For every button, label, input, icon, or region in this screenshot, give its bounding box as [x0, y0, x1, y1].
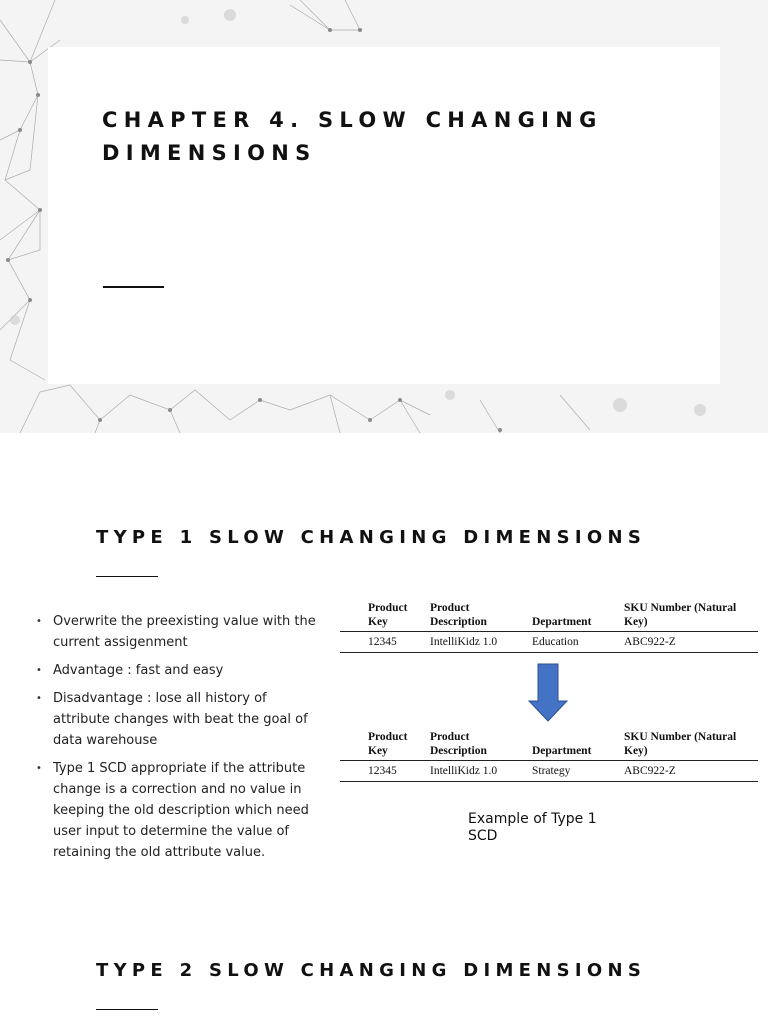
header-product-key: Product Key: [368, 731, 408, 757]
down-arrow-shape: [529, 664, 567, 721]
cell-department: Education: [532, 636, 579, 648]
down-arrow-icon: [527, 663, 569, 723]
cell-product-description: IntelliKidz 1.0: [430, 765, 498, 777]
cell-sku-number: ABC922-Z: [624, 765, 676, 777]
header-sku-number: SKU Number (Natural Key): [624, 602, 737, 628]
figure-caption: Example of Type 1 SCD: [468, 811, 597, 844]
bullet-item: • Disadvantage : lose all history of attribute changes with beat the goal of data warehouse: [36, 688, 326, 751]
cell-sku-number: ABC922-Z: [624, 636, 676, 648]
type2-title-underline: [96, 1009, 158, 1010]
cell-product-key: 12345: [368, 765, 397, 777]
cell-product-key: 12345: [368, 636, 397, 648]
title-underline: [103, 286, 164, 288]
table-after-change: [340, 730, 758, 782]
header-department: Department: [532, 616, 592, 628]
header-product-description: Product Description: [430, 602, 487, 628]
cell-product-description: IntelliKidz 1.0: [430, 636, 498, 648]
type2-slide-title: TYPE 2 SLOW CHANGING DIMENSIONS: [96, 960, 647, 981]
table-row: [340, 761, 758, 782]
cell-department: Strategy: [532, 765, 571, 777]
table-header-row: [340, 601, 758, 632]
header-product-description: Product Description: [430, 731, 487, 757]
title-slide: [0, 0, 768, 433]
bullet-item: • Type 1 SCD appropriate if the attribute change is a correction and no value in keeping the old description which need user input to determine the value of retaining the old attribute value.: [36, 758, 326, 863]
bullet-item: • Overwrite the preexisting value with the current assigenment: [36, 611, 326, 653]
header-department: Department: [532, 745, 592, 757]
type1-bullet-list: [36, 611, 326, 870]
header-sku-number: SKU Number (Natural Key): [624, 731, 737, 757]
bullet-item: • Advantage : fast and easy: [36, 660, 326, 681]
table-before-change: [340, 601, 758, 653]
table-row: [340, 632, 758, 653]
chapter-title: CHAPTER 4. SLOW CHANGING DIMENSIONS: [102, 108, 603, 165]
type1-title-underline: [96, 576, 158, 577]
table-header-row: [340, 730, 758, 761]
title-card: [48, 47, 720, 384]
header-product-key: Product Key: [368, 602, 408, 628]
type1-slide-title: TYPE 1 SLOW CHANGING DIMENSIONS: [96, 527, 647, 548]
